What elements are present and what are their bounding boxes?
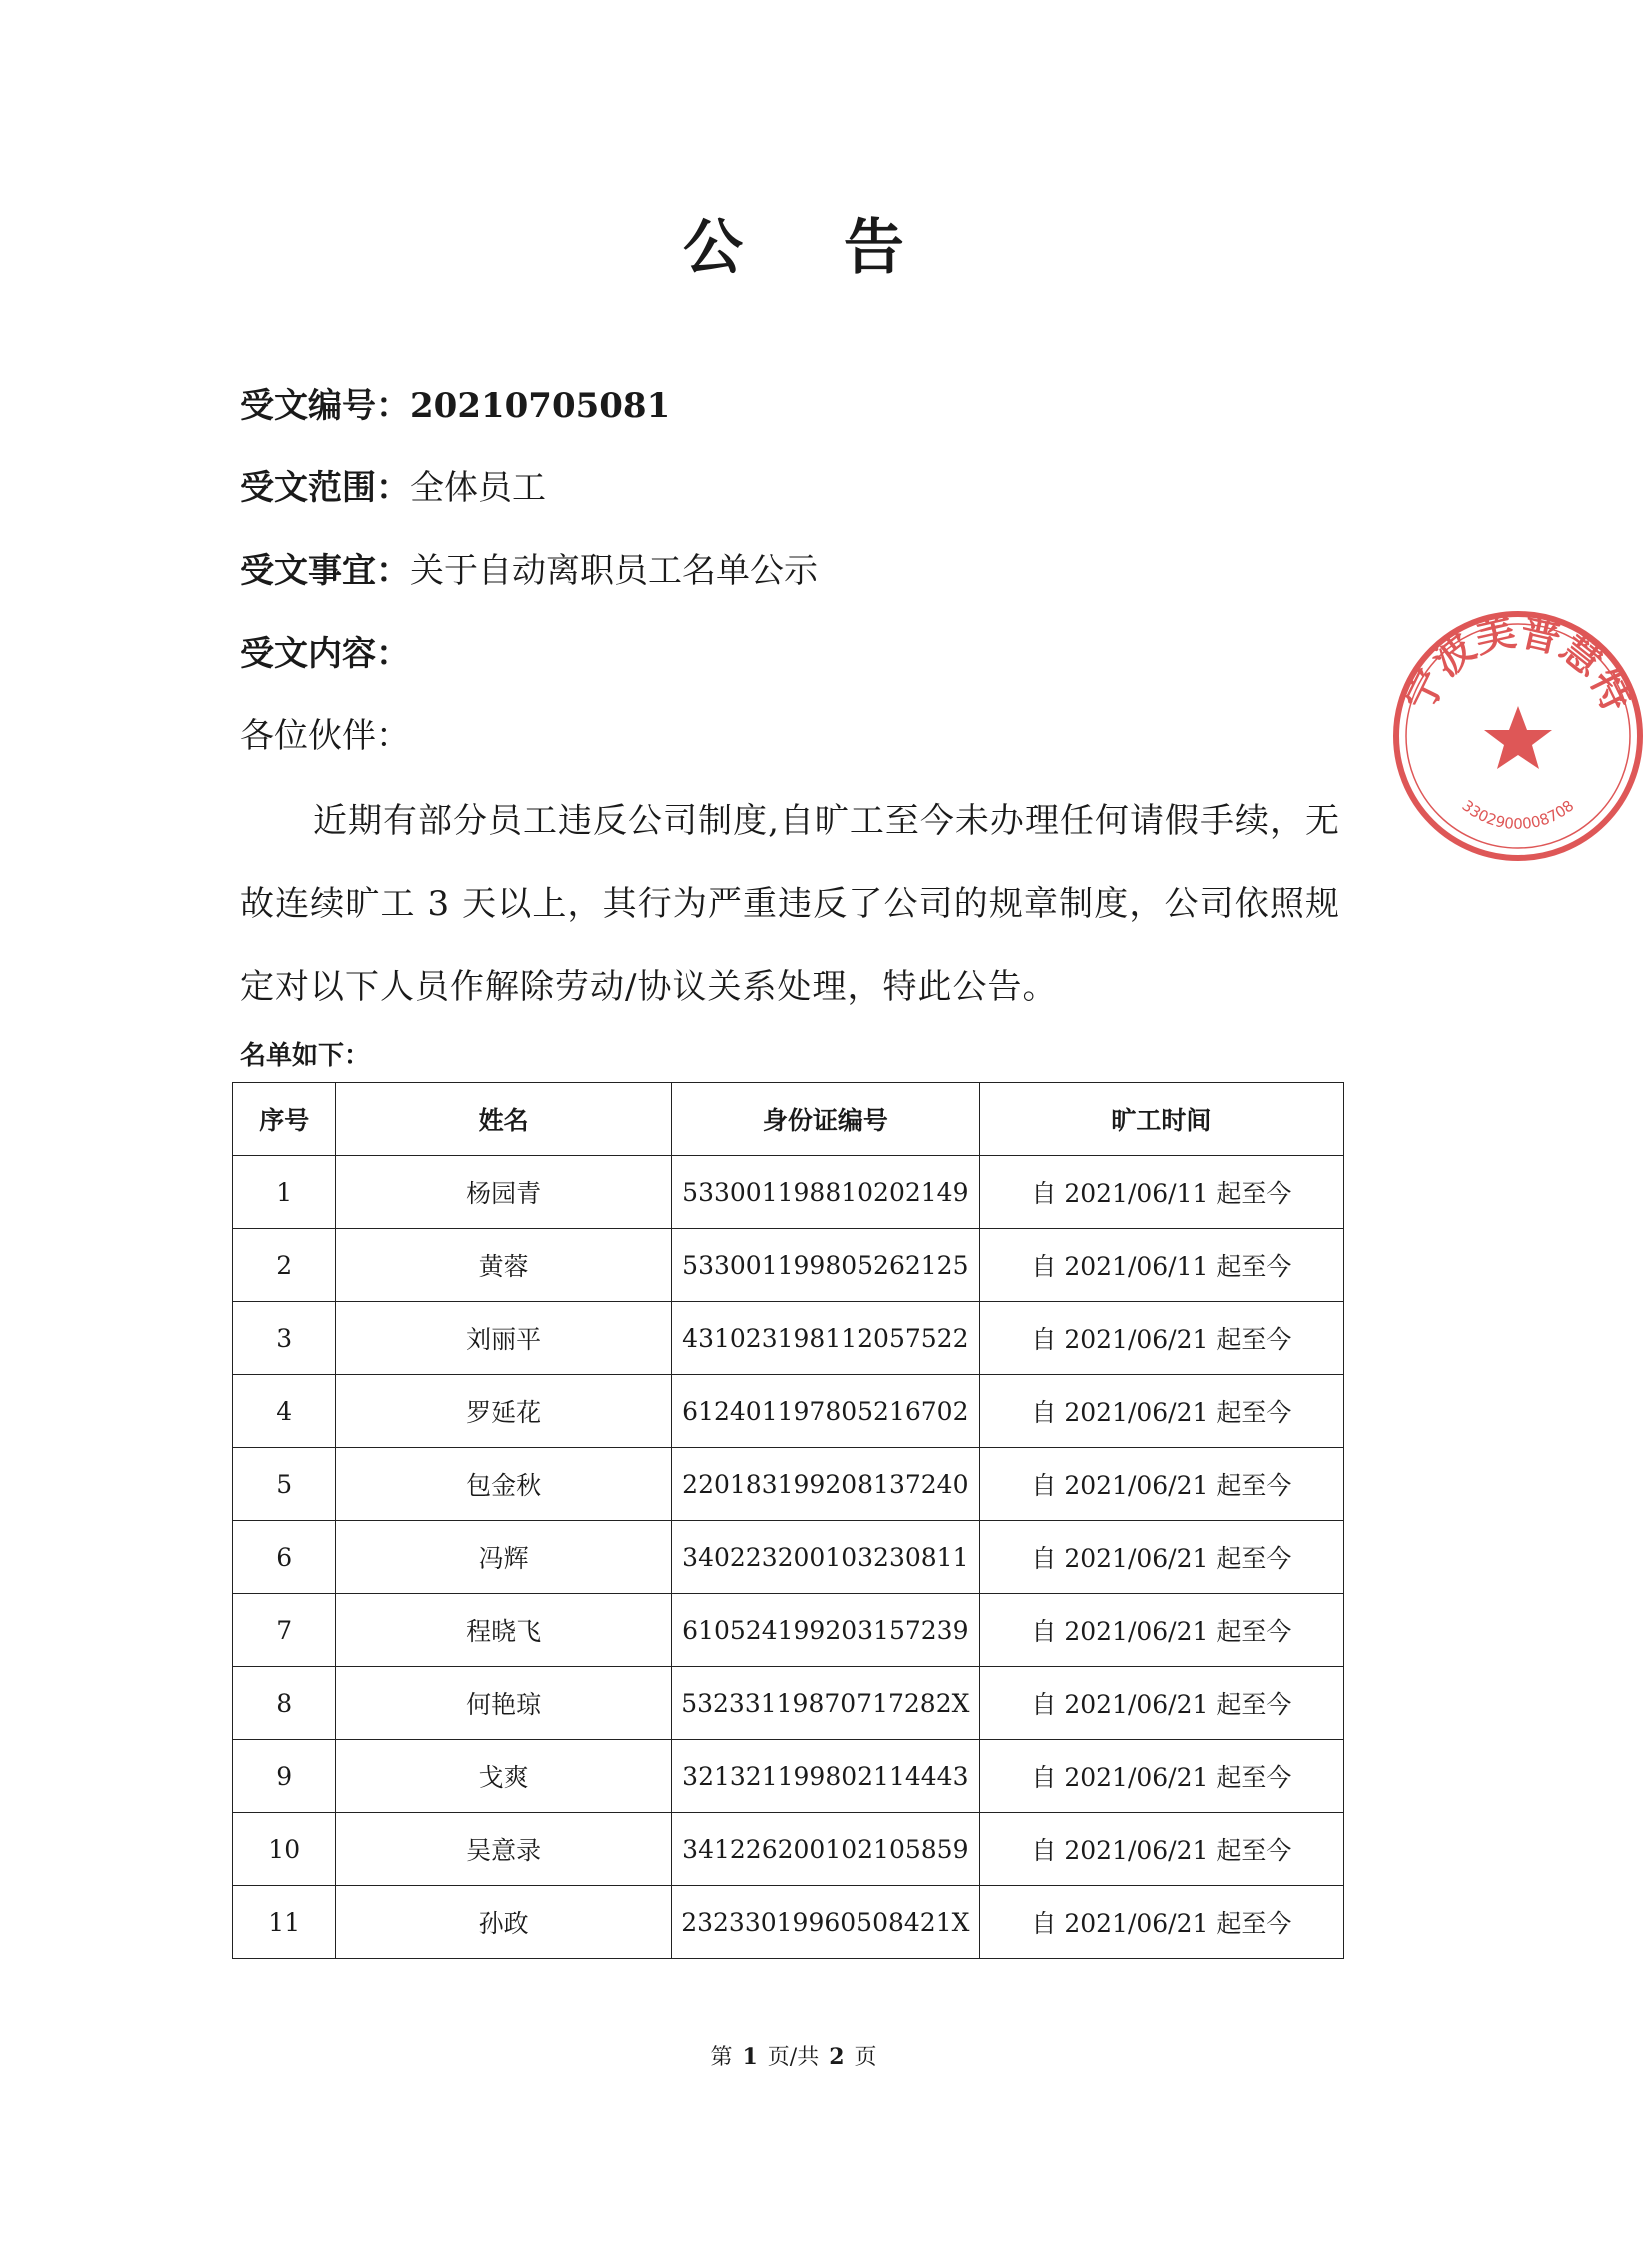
row-id-number: 341226200102105859 [671,1813,979,1886]
footer-suffix: 页 [854,2045,877,2070]
row-index: 4 [233,1375,336,1448]
row-id-number: 53233119870717282X [671,1667,979,1740]
table-row [233,1667,1344,1740]
row-id-number: 533001199805262125 [671,1229,979,1302]
list-title: 名单如下： [240,1041,371,1071]
footer-middle: 页/共 [767,2045,820,2070]
row-id-number: 612401197805216702 [671,1375,979,1448]
row-index: 9 [233,1740,336,1813]
table-header-row [233,1083,1344,1156]
header-index: 序号 [233,1083,336,1156]
employee-table [232,1082,1344,1959]
doc-scope-label: 受文范围： [240,468,410,508]
doc-scope-line [240,460,546,509]
greeting: 各位伙伴： [240,716,410,756]
row-id-number: 431023198112057522 [671,1302,979,1375]
table-row [233,1375,1344,1448]
row-index: 11 [233,1886,336,1959]
row-id-number: 321321199802114443 [671,1740,979,1813]
row-name: 罗延花 [336,1375,671,1448]
doc-subject-label: 受文事宜： [240,551,410,591]
row-id-number: 533001198810202149 [671,1156,979,1229]
page-title: 公 告 [683,213,944,283]
doc-number-label: 受文编号： [240,386,410,426]
table-row [233,1448,1344,1521]
row-name: 冯辉 [336,1521,671,1594]
table-row [233,1740,1344,1813]
table-row [233,1813,1344,1886]
row-absence-period: 自 2021/06/21 起至今 [979,1302,1343,1375]
row-index: 7 [233,1594,336,1667]
table-row [233,1886,1344,1959]
doc-number-value: 20210705081 [410,386,671,426]
row-id-number: 340223200103230811 [671,1521,979,1594]
svg-text:3302900008708: 3302900008708 [1458,796,1578,833]
doc-subject-line [240,543,818,592]
header-name: 姓名 [336,1083,671,1156]
row-absence-period: 自 2021/06/21 起至今 [979,1813,1343,1886]
row-id-number: 220183199208137240 [671,1448,979,1521]
row-absence-period: 自 2021/06/21 起至今 [979,1740,1343,1813]
row-absence-period: 自 2021/06/21 起至今 [979,1886,1343,1959]
doc-content-line [240,626,410,675]
row-name: 包金秋 [336,1448,671,1521]
table-row [233,1594,1344,1667]
doc-subject-value: 关于自动离职员工名单公示 [410,551,818,591]
row-name: 吴意录 [336,1813,671,1886]
row-index: 3 [233,1302,336,1375]
row-absence-period: 自 2021/06/11 起至今 [979,1156,1343,1229]
table-row [233,1521,1344,1594]
page-footer [0,2040,1587,2071]
table-row [233,1229,1344,1302]
footer-page: 1 [742,2044,758,2070]
header-absence: 旷工时间 [979,1083,1343,1156]
row-absence-period: 自 2021/06/21 起至今 [979,1375,1343,1448]
row-index: 10 [233,1813,336,1886]
row-name: 黄蓉 [336,1229,671,1302]
row-id-number: 23233019960508421X [671,1886,979,1959]
body-paragraph: 近期有部分员工违反公司制度,自旷工至今未办理任何请假手续，无故连续旷工 3 天以上，其行为严重违反了公司的规章制度，公司依照规定对以下人员作解除劳动/协议关系处理，特此公告。 [240,801,1340,1007]
row-absence-period: 自 2021/06/21 起至今 [979,1667,1343,1740]
row-name: 杨园青 [336,1156,671,1229]
row-absence-period: 自 2021/06/11 起至今 [979,1229,1343,1302]
row-name: 程晓飞 [336,1594,671,1667]
row-index: 6 [233,1521,336,1594]
row-absence-period: 自 2021/06/21 起至今 [979,1521,1343,1594]
row-index: 2 [233,1229,336,1302]
doc-content-label: 受文内容： [240,634,410,674]
row-name: 刘丽平 [336,1302,671,1375]
row-absence-period: 自 2021/06/21 起至今 [979,1448,1343,1521]
company-seal-icon [1388,606,1648,866]
row-index: 5 [233,1448,336,1521]
row-index: 8 [233,1667,336,1740]
table-row [233,1156,1344,1229]
header-id: 身份证编号 [671,1083,979,1156]
table-row [233,1302,1344,1375]
row-index: 1 [233,1156,336,1229]
row-name: 孙政 [336,1886,671,1959]
svg-text:宁波美普慧特: 宁波美普慧特 [1396,608,1640,719]
footer-prefix: 第 [710,2045,733,2070]
doc-number-line [240,378,670,427]
row-id-number: 610524199203157239 [671,1594,979,1667]
row-name: 戈爽 [336,1740,671,1813]
footer-total: 2 [829,2044,845,2070]
row-absence-period: 自 2021/06/21 起至今 [979,1594,1343,1667]
row-name: 何艳琼 [336,1667,671,1740]
doc-scope-value: 全体员工 [410,468,546,508]
